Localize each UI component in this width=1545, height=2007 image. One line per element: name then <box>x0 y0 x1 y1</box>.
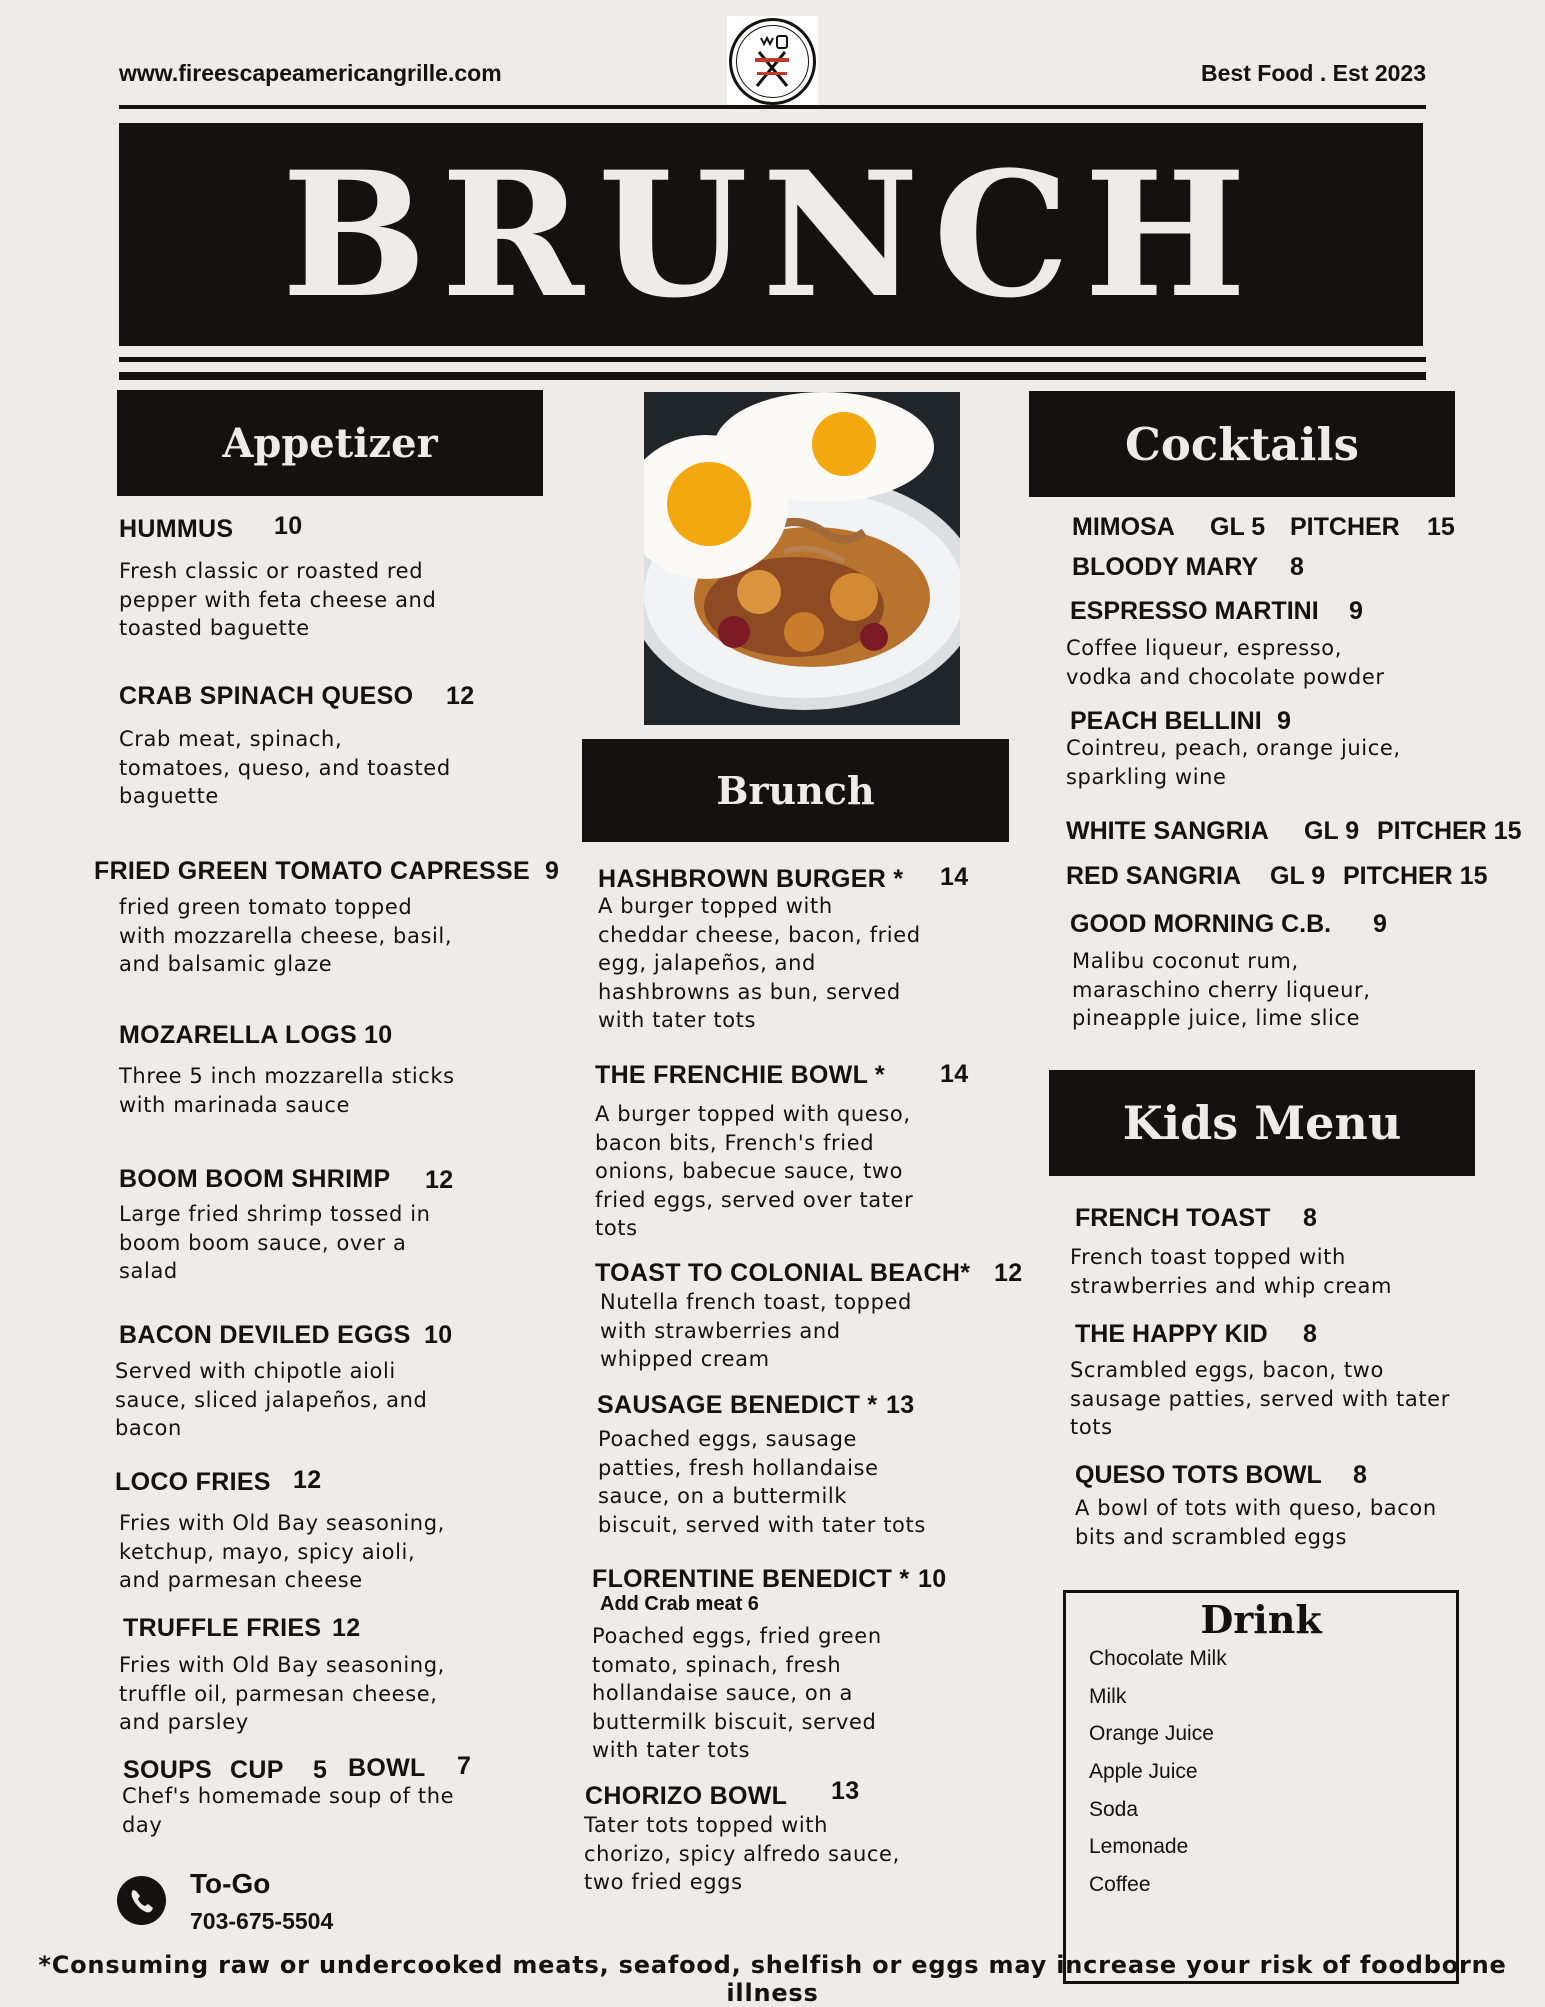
item-description-text: Large fried shrimp tossed in boom boom sauce, over a salad <box>119 1202 431 1283</box>
kids-menu-header <box>1049 1070 1475 1176</box>
drink-item: Soda <box>1089 1798 1139 1821</box>
item-price: 10 <box>274 512 303 540</box>
header-rule <box>119 105 1426 109</box>
item-description-text: Malibu coconut rum, maraschino cherry liqueur, pineapple juice, lime slice <box>1072 949 1371 1030</box>
item-description <box>1072 947 1371 1033</box>
restaurant-logo <box>727 16 818 107</box>
item-description <box>119 1062 455 1119</box>
item-description-text: A burger topped with queso, bacon bits, French's fried onions, babecue sauce, two fried eggs, served over tater tots <box>595 1102 914 1240</box>
item-description <box>122 1782 454 1839</box>
item-description-text: Fries with Old Bay seasoning, truffle oil, parmesan cheese, and parsley <box>119 1653 445 1734</box>
add-on-note: Add Crab meat 6 <box>600 1593 759 1615</box>
item-name: QUESO TOTS BOWL <box>1075 1461 1322 1489</box>
item-description-text: Poached eggs, fried green tomato, spinach, fresh hollandaise sauce, on a buttermilk biscuit, served with tater tots <box>592 1624 882 1762</box>
item-description <box>592 1622 882 1765</box>
kids-menu-title: Kids Menu <box>1122 1096 1402 1150</box>
item-description <box>119 893 452 979</box>
item-name: HUMMUS <box>119 515 234 543</box>
item-description-text: Fresh classic or roasted red pepper with feta cheese and toasted baguette <box>119 559 437 640</box>
pitcher-price: PITCHER 15 <box>1343 862 1488 890</box>
item-description-text: Served with chipotle aioli sauce, sliced jalapeños, and bacon <box>115 1359 428 1440</box>
item-name: CHORIZO BOWL <box>585 1782 788 1810</box>
cocktails-header <box>1029 391 1455 497</box>
website-url[interactable]: www.fireescapeamericangrille.com <box>119 60 502 86</box>
item-price: 12 <box>446 682 475 710</box>
item-price: 13 <box>831 1777 860 1805</box>
item-name: HASHBROWN BURGER * <box>598 865 904 893</box>
item-price: 12 <box>994 1259 1023 1287</box>
item-name: BLOODY MARY <box>1072 553 1259 581</box>
drink-title: Drink <box>1200 1597 1322 1642</box>
item-name: FRENCH TOAST <box>1075 1204 1271 1232</box>
item-price: 9 <box>545 857 560 885</box>
item-description <box>1070 1243 1392 1300</box>
item-name: TRUFFLE FRIES <box>123 1614 322 1642</box>
item-description-text: Coffee liqueur, espresso, vodka and chocolate powder <box>1066 636 1385 689</box>
item-name: TOAST TO COLONIAL BEACH* <box>595 1259 971 1287</box>
item-price: 14 <box>940 863 969 891</box>
item-name: ESPRESSO MARTINI <box>1070 597 1319 625</box>
item-description <box>595 1100 913 1243</box>
item-price: 9 <box>1277 707 1291 735</box>
item-name: SOUPS <box>123 1756 213 1784</box>
item-description-text: French toast topped with strawberries and whip cream <box>1070 1245 1393 1298</box>
item-description <box>115 1357 427 1443</box>
double-rule-bottom <box>119 372 1426 380</box>
item-price: 8 <box>1290 553 1304 581</box>
glass-price: GL 9 <box>1304 817 1360 845</box>
item-description <box>1066 734 1401 791</box>
item-price: 8 <box>1303 1320 1317 1348</box>
item-description-text: Scrambled eggs, bacon, two sausage patties, served with tater tots <box>1070 1358 1450 1439</box>
tagline: Best Food . Est 2023 <box>1201 60 1426 86</box>
item-name: THE HAPPY KID <box>1075 1320 1268 1348</box>
item-description-text: Tater tots topped with chorizo, spicy alfredo sauce, two fried eggs <box>584 1813 900 1894</box>
item-price: 9 <box>1349 597 1363 625</box>
item-name: SAUSAGE BENEDICT * <box>597 1391 878 1419</box>
item-name: RED SANGRIA <box>1066 862 1242 890</box>
glass-price: GL 9 <box>1270 862 1326 890</box>
item-name: GOOD MORNING C.B. <box>1070 910 1332 938</box>
item-description <box>584 1811 900 1897</box>
food-photo <box>644 392 960 725</box>
item-description-text: Three 5 inch mozzarella sticks with marinada sauce <box>119 1064 455 1117</box>
item-description-text: fried green tomato topped with mozzarella cheese, basil, and balsamic glaze <box>119 895 453 976</box>
brunch-header <box>582 739 1009 842</box>
glass-price: GL 5 <box>1210 513 1266 541</box>
item-description <box>598 892 921 1035</box>
item-name: LOCO FRIES <box>115 1468 271 1496</box>
drink-item: Coffee <box>1089 1873 1151 1896</box>
drink-item: Apple Juice <box>1089 1760 1198 1783</box>
bowl-label: BOWL <box>348 1754 426 1782</box>
item-description <box>600 1288 912 1374</box>
item-description <box>1075 1494 1437 1551</box>
drink-item: Lemonade <box>1089 1835 1189 1858</box>
title-banner <box>119 123 1423 346</box>
cocktails-title: Cocktails <box>1125 417 1359 471</box>
item-name: THE FRENCHIE BOWL * <box>595 1061 885 1089</box>
item-name: PEACH BELLINI <box>1070 707 1262 735</box>
appetizer-header <box>117 390 543 496</box>
item-price: 12 <box>293 1466 322 1494</box>
item-description-text: Fries with Old Bay seasoning, ketchup, mayo, spicy aioli, and parmesan cheese <box>119 1511 445 1592</box>
item-name: FLORENTINE BENEDICT * <box>592 1565 910 1593</box>
item-price: 14 <box>940 1060 969 1088</box>
item-description-text: Chef's homemade soup of the day <box>122 1784 455 1837</box>
item-description <box>1070 1356 1450 1442</box>
drink-item: Orange Juice <box>1089 1722 1214 1745</box>
double-rule-top <box>119 357 1426 362</box>
appetizer-title: Appetizer <box>222 419 438 467</box>
item-price: 9 <box>1373 910 1387 938</box>
bowl-price: 7 <box>457 1752 472 1780</box>
item-name: BACON DEVILED EGGS <box>119 1321 411 1349</box>
pitcher-label: PITCHER <box>1290 513 1400 541</box>
item-name: WHITE SANGRIA <box>1066 817 1269 845</box>
item-name: CRAB SPINACH QUESO <box>119 682 414 710</box>
item-price: 12 <box>425 1166 454 1194</box>
item-name: MIMOSA <box>1072 513 1175 541</box>
item-description <box>119 725 451 811</box>
item-price: 8 <box>1353 1461 1367 1489</box>
item-price: 10 <box>364 1021 393 1049</box>
item-description-text: Poached eggs, sausage patties, fresh hollandaise sauce, on a buttermilk biscuit, served with tater tots <box>598 1427 926 1537</box>
drink-box <box>1063 1590 1459 1984</box>
cup-label: CUP <box>230 1756 284 1784</box>
cup-price: 5 <box>313 1756 328 1784</box>
pitcher-price: PITCHER 15 <box>1377 817 1522 845</box>
item-description <box>119 557 436 643</box>
togo-label: To-Go <box>190 1868 271 1899</box>
item-description-text: Nutella french toast, topped with strawberries and whipped cream <box>600 1290 912 1371</box>
item-description-text: Crab meat, spinach, tomatoes, queso, and toasted baguette <box>119 727 451 808</box>
item-price: 13 <box>886 1391 915 1419</box>
page-title: BRUNCH <box>281 132 1261 336</box>
drink-item: Milk <box>1089 1685 1127 1708</box>
item-description <box>1066 634 1385 691</box>
drink-item: Chocolate Milk <box>1089 1647 1227 1670</box>
phone-icon <box>117 1876 166 1925</box>
togo-phone[interactable]: 703-675-5504 <box>190 1908 334 1934</box>
item-name: MOZARELLA LOGS <box>119 1021 357 1049</box>
item-description <box>598 1425 926 1539</box>
item-name: BOOM BOOM SHRIMP <box>119 1165 391 1193</box>
item-price: 8 <box>1303 1204 1317 1232</box>
food-safety-disclaimer: *Consuming raw or undercooked meats, seafood, shelfish or eggs may increase your risk of foodborne illness <box>38 1951 1507 2007</box>
item-description-text: A burger topped with cheddar cheese, bacon, fried egg, jalapeños, and hashbrowns as bun, served with tater tots <box>598 894 921 1032</box>
item-description-text: A bowl of tots with queso, bacon bits and scrambled eggs <box>1075 1496 1437 1549</box>
item-price: 12 <box>332 1614 361 1642</box>
item-description <box>119 1651 445 1737</box>
item-description <box>119 1509 445 1595</box>
item-price: 10 <box>424 1321 453 1349</box>
item-name: FRIED GREEN TOMATO CAPRESSE <box>94 857 530 885</box>
item-description-text: Cointreu, peach, orange juice, sparkling wine <box>1066 736 1401 789</box>
pitcher-price: 15 <box>1427 513 1455 541</box>
item-price: 10 <box>918 1565 947 1593</box>
item-description <box>119 1200 431 1286</box>
brunch-title: Brunch <box>716 768 875 813</box>
